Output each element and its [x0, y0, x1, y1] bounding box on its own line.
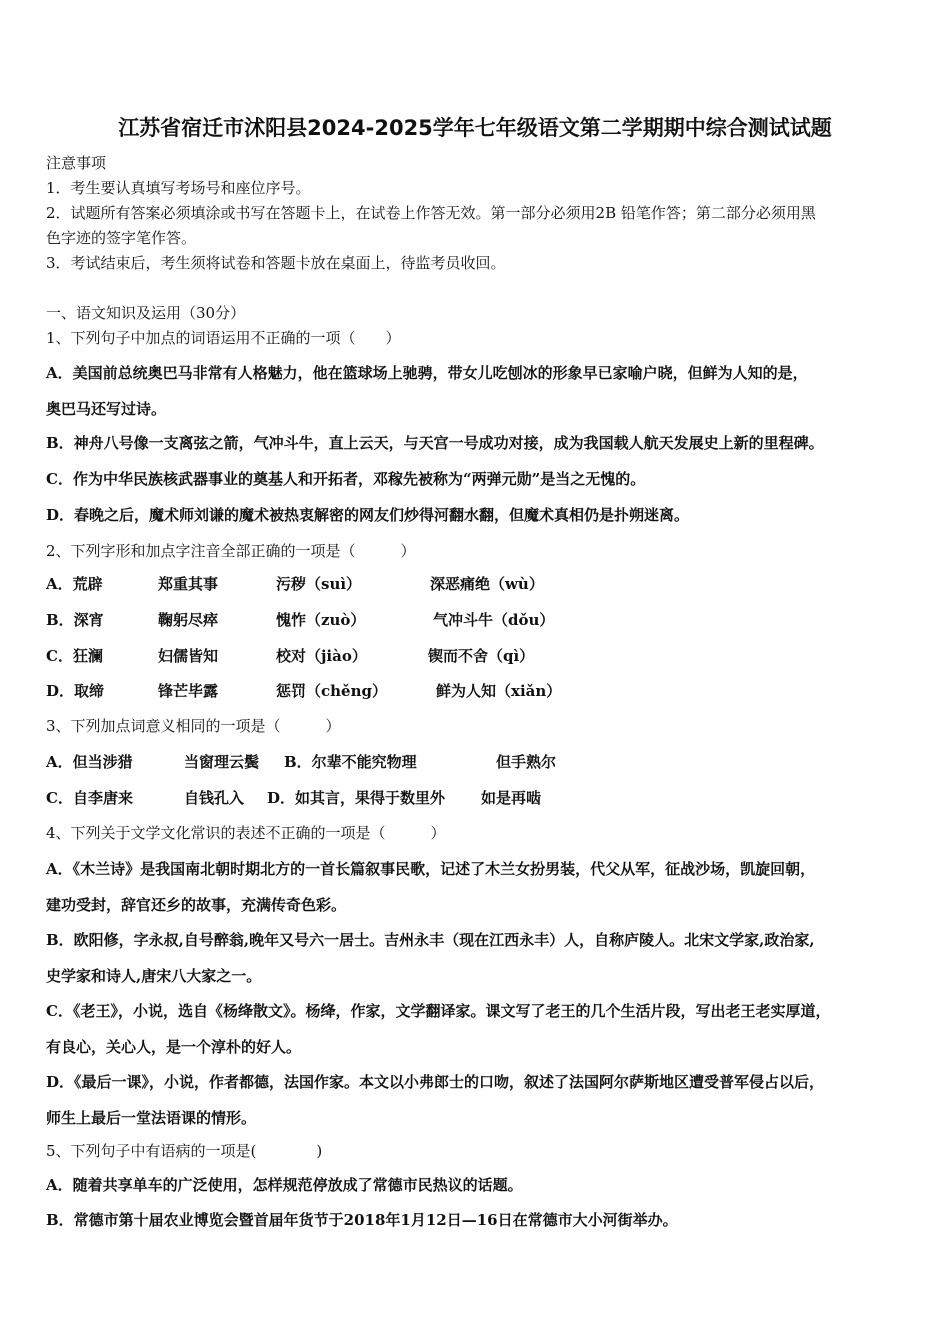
question-option: D．《最后一课》，小说，作者都德，法国作家。本文以小弗郎士的口吻，叙述了法国阿尔萨斯地区遭受普军侵占以后， — [46, 1073, 825, 1091]
option-cell: 妇儒皆知 — [158, 647, 219, 665]
question-option: 奥巴马还写过诗。 — [46, 400, 167, 418]
option-cell: 郑重其事 — [158, 575, 219, 593]
question-option: C．《老王》，小说，选自《杨绛散文》。杨绛，作家，文学翻译家。课文写了老王的几个生活片段，写出老王老实厚道， — [46, 1002, 831, 1020]
option-cell: A．荒辟 — [46, 575, 103, 593]
option-cell: 污秽（suì） — [276, 575, 362, 593]
option-cell: B．尔辈不能究物理 — [284, 753, 417, 771]
question-stem: 1、下列句子中加点的词语运用不正确的一项（ ） — [46, 329, 401, 347]
notice-item: 3．考试结束后，考生须将试卷和答题卡放在桌面上，待监考员收回。 — [46, 254, 506, 272]
question-stem: 3、下列加点词意义相同的一项是（ ） — [46, 717, 341, 735]
option-cell: 但手熟尔 — [496, 753, 557, 771]
question-option: 史学家和诗人,唐宋八大家之一。 — [46, 967, 262, 985]
question-stem: 5、下列句子中有语病的一项是( ) — [46, 1142, 323, 1160]
option-cell: 惩罚（chěng） — [276, 682, 387, 700]
section-heading: 一、语文知识及运用（30分） — [46, 304, 246, 322]
notice-item: 2．试题所有答案必须填涂或书写在答题卡上，在试卷上作答无效。第一部分必须用2B 铅笔作答；第二部分必须用黑 — [46, 204, 816, 222]
option-cell: 校对（jiào） — [276, 647, 367, 665]
option-cell: 气冲斗牛（dǒu） — [433, 611, 555, 629]
question-option: C．作为中华民族核武器事业的奠基人和开拓者，邓稼先被称为“两弹元勋”是当之无愧的。 — [46, 470, 646, 488]
question-option: 建功受封，辞官还乡的故事，充满传奇色彩。 — [46, 896, 347, 914]
notice-item: 色字迹的签字笔作答。 — [46, 229, 197, 247]
option-cell: C．狂澜 — [46, 647, 103, 665]
question-option: 师生上最后一堂法语课的情形。 — [46, 1109, 257, 1127]
option-cell: 锲而不舍（qì） — [428, 647, 535, 665]
question-option: B．常德市第十届农业博览会暨首届年货节于2018年1月12日—16日在常德市大小河街举办。 — [46, 1211, 678, 1229]
notice-heading: 注意事项 — [46, 154, 107, 172]
option-cell: 当窗理云鬓 — [184, 753, 260, 771]
notice-item: 1．考生要认真填写考场号和座位序号。 — [46, 179, 311, 197]
page-title: 江苏省宿迁市沭阳县2024-2025学年七年级语文第二学期期中综合测试试题 — [118, 116, 832, 140]
option-cell: A．但当涉猎 — [46, 753, 133, 771]
option-cell: 锋芒毕露 — [158, 682, 219, 700]
option-cell: 愧怍（zuò） — [276, 611, 366, 629]
option-cell: 自钱孔入 — [184, 789, 245, 807]
question-option: A．随着共享单车的广泛使用，怎样规范停放成了常德市民热议的话题。 — [46, 1176, 523, 1194]
option-cell: 鞠躬尽瘁 — [158, 611, 219, 629]
question-option: A．美国前总统奥巴马非常有人格魅力，他在篮球场上驰骋，带女儿吃刨冰的形象早已家喻户晓，但鲜为人知的是， — [46, 364, 808, 382]
option-cell: 深恶痛绝（wù） — [430, 575, 544, 593]
question-option: D．春晚之后，魔术师刘谦的魔术被热衷解密的网友们炒得河翻水翻，但魔术真相仍是扑朔迷离。 — [46, 506, 690, 524]
question-option: 有良心，关心人，是一个淳朴的好人。 — [46, 1038, 302, 1056]
option-cell: 鲜为人知（xiǎn） — [436, 682, 562, 700]
question-option: A．《木兰诗》是我国南北朝时期北方的一首长篇叙事民歌，记述了木兰女扮男装，代父从军，征战沙场，凯旋回朝， — [46, 860, 816, 878]
question-option: B．神舟八号像一支离弦之箭，气冲斗牛，直上云天，与天宫一号成功对接，成为我国载人航天发展史上新的里程碑。 — [46, 434, 824, 452]
option-cell: B．深宵 — [46, 611, 104, 629]
question-option: B．欧阳修，字永叔,自号醉翁,晚年又号六一居士。吉州永丰（现在江西永丰）人，自称庐陵人。北宋文学家,政治家, — [46, 931, 815, 949]
option-cell: 如是再啮 — [481, 789, 542, 807]
question-stem: 2、下列字形和加点字注音全部正确的一项是（ ） — [46, 542, 416, 560]
option-cell: C．自李唐来 — [46, 789, 133, 807]
option-cell: D．取缔 — [46, 682, 105, 700]
option-cell: D．如其言，果得于数里外 — [267, 789, 446, 807]
question-stem: 4、下列关于文学文化常识的表述不正确的一项是（ ） — [46, 824, 446, 842]
